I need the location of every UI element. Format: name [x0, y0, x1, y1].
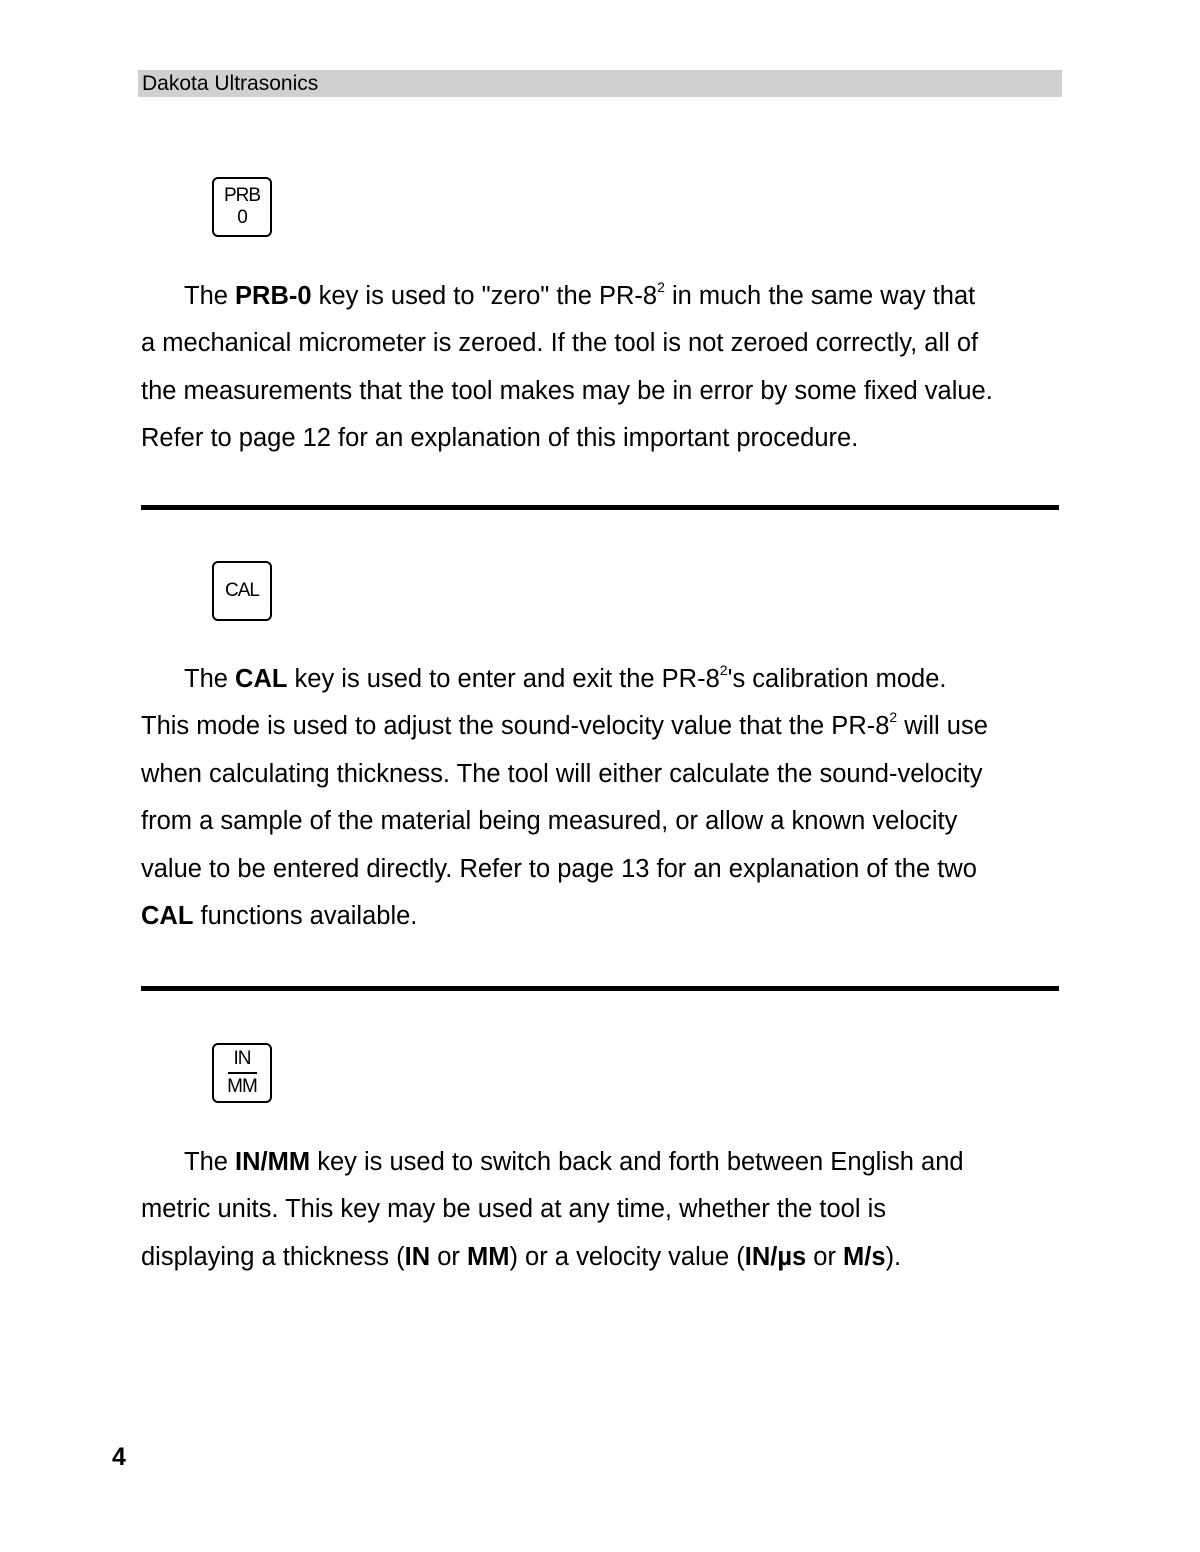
header-title: Dakota Ultrasonics — [142, 72, 319, 95]
paragraph-line: displaying a thickness (IN or MM) or a velocity value (IN/µs or M/s). — [141, 1242, 902, 1271]
paragraph-line: the measurements that the tool makes may be in error by some fixed value. — [141, 376, 993, 405]
page-number: 4 — [112, 1443, 126, 1471]
prb-key-label-line1: PRB — [223, 185, 261, 206]
paragraph-line: The IN/MM key is used to switch back and forth between English and — [184, 1148, 964, 1176]
cal-key-icon — [212, 561, 272, 621]
running-header — [138, 70, 1062, 97]
key-name-bold: CAL — [235, 665, 288, 693]
paragraph-line: This mode is used to adjust the sound-velocity value that the $PR-8^2$ will use — [141, 708, 988, 741]
cal-description — [141, 656, 1066, 940]
paragraph-line: CAL functions available. — [141, 901, 418, 930]
key-name-bold: IN/MM — [235, 1148, 311, 1176]
section-divider — [141, 986, 1059, 991]
key-name-bold: CAL — [141, 901, 194, 930]
paragraph-line: The PRB-0 key is used to "zero" the $PR-8^2$ in much the same way that — [184, 278, 976, 310]
paragraph-line: value to be entered directly. Refer to page 13 for an explanation of the two — [141, 854, 977, 883]
in-mm-description — [141, 1139, 1066, 1281]
paragraph-line: a mechanical micrometer is zeroed. If the tool is not zeroed correctly, all of — [141, 329, 979, 358]
in-mm-key-icon — [212, 1043, 272, 1103]
in-mm-key-bottom-label: MM — [227, 1075, 257, 1097]
in-mm-key-top-label: IN — [228, 1047, 257, 1074]
section-divider — [141, 505, 1059, 510]
paragraph-line: when calculating thickness. The tool will either calculate the sound-velocity — [141, 759, 983, 788]
paragraph-line: Refer to page 12 for an explanation of this important procedure. — [141, 424, 859, 453]
prb-key-label-line2: 0 — [237, 207, 247, 228]
prb-0-description — [141, 273, 1066, 463]
prb-0-key-icon — [212, 177, 272, 237]
paragraph-line: from a sample of the material being measured, or allow a known velocity — [141, 807, 958, 836]
paragraph-line: The CAL key is used to enter and exit the $PR-8^2's$ calibration mode. — [184, 661, 947, 693]
paragraph-line: metric units. This key may be used at any time, whether the tool is — [141, 1195, 887, 1224]
cal-key-label: CAL — [225, 580, 259, 601]
key-name-bold: PRB-0 — [235, 282, 312, 310]
